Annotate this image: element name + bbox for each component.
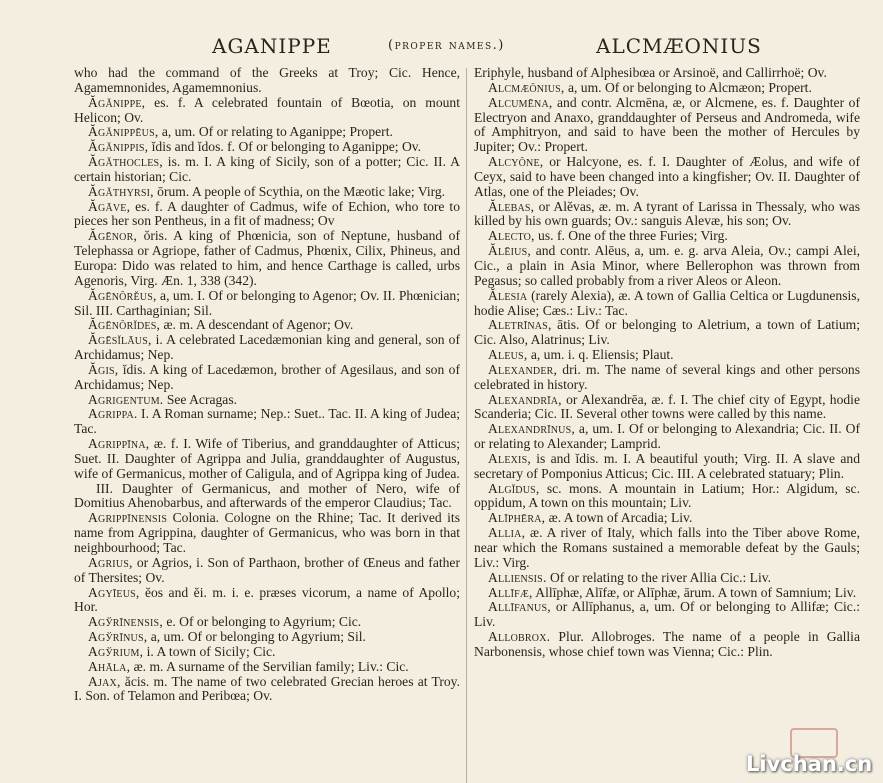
dictionary-entry [74, 96, 460, 126]
entry-headword: Alīphēra, [488, 510, 546, 526]
entry-headword: Alliensis. [488, 569, 547, 585]
entry-headword: Allia, [488, 525, 526, 541]
entry-headword: Ăgēsĭlāus, [88, 332, 152, 348]
dictionary-entry [74, 675, 460, 705]
entry-definition: who had the command of the Greeks at Troy; Cic. Hence, Agamemnonides, Agamemnonius. [74, 65, 460, 95]
entry-headword: Alexandrīnus, [488, 421, 575, 437]
dictionary-entry [74, 318, 460, 333]
dictionary-entry [74, 66, 460, 96]
entry-headword: Alexander, [488, 361, 558, 377]
entry-definition: or Alexandrēa, æ. f. I. The chief city of Egypt, hodie Scanderia; Cic. II. Several other towns were called by this name. [474, 391, 860, 422]
entry-definition: and contr. Alcmēna, æ, or Alcmene, es. f. Daughter of Electryon and Anaxo, granddaughter of Perseus and Andromeda, wife of Amphitryon, and said to have been the mother of Hercules by Jupiter; Ov.: Propert. [474, 94, 860, 155]
entry-definition: or Halcyone, es. f. I. Daughter of Æolus, and wife of Ceyx, said to have been changed into a kingfisher; Ov. II. Daughter of Atlas, one of the Pleiades; Ov. [474, 154, 860, 199]
entry-definition: æ. m. A descendant of Agenor; Ov. [160, 317, 354, 333]
dictionary-entry [474, 511, 860, 526]
entry-headword: Ajax, [88, 673, 121, 689]
entry-definition: is. m. I. A king of Sicily, son of a potter; Cic. II. A certain historian; Cic. [74, 154, 460, 184]
entry-definition: ăcis. m. The name of two celebrated Grecian heroes at Troy. I. Son. of Telamon and Peribœa; Ov. [74, 673, 460, 704]
entry-headword: Ăgēnor, [88, 228, 138, 244]
entry-headword: Agўrium, [88, 643, 144, 659]
entry-headword: Algĭdus, [488, 480, 540, 496]
dictionary-entry [474, 96, 860, 155]
entry-definition: Of or relating to the river Allia Cic.: Liv. [546, 569, 772, 585]
dictionary-entry [74, 229, 460, 288]
entry-headword: Agyīeus, [88, 584, 140, 600]
entry-headword: Alexandrīa, [488, 391, 562, 407]
dictionary-entry [74, 363, 460, 393]
left-column [74, 66, 460, 704]
entry-headword: Ahāla, [88, 658, 131, 674]
entry-definition: ĭdis. A king of Lacedæmon, brother of Agesilaus, and son of Archidamus; Nep. [74, 361, 460, 392]
entry-headword: Alexis, [488, 450, 531, 466]
dictionary-entry [474, 452, 860, 482]
dictionary-entry [474, 422, 860, 452]
dictionary-entry [74, 615, 460, 630]
entry-headword: Agrippa. [88, 406, 138, 422]
entry-headword: Ăgēnŏrĭdes, [88, 317, 161, 333]
dictionary-entry [474, 393, 860, 423]
entry-definition: a, um. Of or belonging to Alcmæon; Propert. [564, 79, 812, 95]
entry-definition: ĭdis and ĭdos. f. Of or belonging to Aganippe; Ov. [148, 139, 422, 155]
entry-headword: Ăgāve, [88, 198, 131, 214]
dictionary-entry [474, 229, 860, 244]
entry-definition: a, um. I. Of or belonging to Agenor; Ov. II. Phœnician; Sil. III. Carthaginian; Sil. [74, 287, 460, 318]
entry-definition: Colonia. Cologne on the Rhine; Tac. It derived its name from Agrippina, daughter of Germanicus, who was born in that neighbourhood; Tac. [74, 510, 460, 555]
entry-headword: Ăgănippis, [88, 139, 149, 155]
entry-definition: I. A Roman surname; Nep.: Suet.. Tac. II. A king of Judea; Tac. [74, 406, 460, 437]
entry-definition: æ. f. I. Wife of Tiberius, and granddaughter of Atticus; Suet. II. Daughter of Agrippa and Julia, granddaughter of Augustus, wife of Germanicus, mother of Caligula, and of Agrippa king of Judea. [74, 436, 460, 481]
entry-headword: Allobrox. [488, 629, 551, 645]
dictionary-entry [74, 393, 460, 408]
entry-definition: sc. mons. A mountain in Latium; Hor.: Algidum, sc. oppidum, A town on this mountain; Liv. [474, 480, 860, 511]
entry-definition: e. Of or belonging to Agyrium; Cic. [162, 614, 362, 630]
entry-definition: ŏris. A king of Phœnicia, son of Neptune, husband of Telephassa or Agriope, father of Cadmus, Phœnix, Cilix, Phineus, and Europa: Dido was related to him, and hence Carthage is called, urbs Agenoris, Virg. Æn. 1, 338 (342). [74, 228, 460, 288]
entry-definition: Allīphæ, Alīfæ, or Alīphæ, ārum. A town of Samnium; Liv. [532, 584, 857, 600]
dictionary-entry [74, 125, 460, 140]
entry-definition: i. A celebrated Lacedæmonian king and general, son of Archidamus; Nep. [74, 332, 460, 363]
dictionary-entry [474, 571, 860, 586]
dictionary-entry [74, 185, 460, 200]
entry-definition: a, um. Of or belonging to Agyrium; Sil. [147, 629, 366, 645]
entry-definition: us. f. One of the three Furies; Virg. [534, 228, 728, 244]
dictionary-entry [74, 289, 460, 319]
dictionary-entry [474, 586, 860, 601]
dictionary-entry [474, 81, 860, 96]
entry-definition: or Alĕvas, æ. m. A tyrant of Larissa in Thessaly, who was killed by his own guards; Ov.: sanguis Alevæ, his son; Ov. [474, 198, 860, 229]
entry-definition: æ. A town of Arcadia; Liv. [545, 510, 693, 526]
dictionary-entry [74, 645, 460, 660]
dictionary-entry [474, 482, 860, 512]
entry-definition: or Agrios, i. Son of Parthaon, brother of Œneus and father of Thersites; Ov. [74, 554, 460, 585]
dictionary-entry [474, 244, 860, 289]
header-last-entry: ALCMÆONIUS [596, 34, 762, 58]
entry-definition: æ. A river of Italy, which falls into the Tiber above Rome, near which the Romans sustained a memorable defeat by the Gauls; Liv.: Virg. [474, 525, 860, 570]
entry-headword: Ălebas, [488, 198, 535, 214]
entry-headword: Aletrīnas, [488, 317, 552, 333]
entry-definition: i. A town of Sicily; Cic. [143, 643, 276, 659]
entry-definition: ōrum. A people of Scythia, on the Mæotic lake; Virg. [153, 183, 446, 199]
entry-headword: Ăgēnŏrĕus, [88, 287, 157, 303]
entry-definition: æ. m. A surname of the Servilian family; Liv.: Cic. [130, 658, 409, 674]
entry-definition: See Acragas. [163, 391, 238, 407]
dictionary-entry [74, 155, 460, 185]
dictionary-entry [474, 318, 860, 348]
page-header [0, 34, 883, 64]
dictionary-entry [74, 511, 460, 556]
dictionary-entry [74, 200, 460, 230]
entry-definition: Eriphyle, husband of Alphesibœa or Arsinoë, and Callirrhoë; Ov. [474, 65, 827, 80]
dictionary-entry [74, 556, 460, 586]
entry-headword: Agўrīnus, [88, 629, 148, 645]
right-column [474, 66, 860, 660]
entry-definition: ĕos and ĕi. m. i. e. præses vicorum, a name of Apollo; Hor. [74, 584, 460, 615]
entry-headword: Alcumēna, [488, 94, 553, 110]
entry-definition: or Allīphanus, a, um. Of or belonging to Allifæ; Cic.: Liv. [474, 599, 860, 630]
entry-headword: Alcyŏne, [488, 154, 544, 170]
entry-headword: Alcmæŏnius, [488, 79, 565, 95]
dictionary-entry [474, 155, 860, 200]
dictionary-entry [474, 348, 860, 363]
entry-definition: es. f. A daughter of Cadmus, wife of Echion, who tore to pieces her son Pentheus, in a fit of madness; Ov [74, 198, 460, 229]
entry-definition: is and ĭdis. m. I. A beautiful youth; Virg. II. A slave and secretary of Pomponius Atticus; Cic. III. A celebrated statuary; Plin. [474, 450, 860, 481]
entry-headword: Agrius, [88, 554, 133, 570]
entry-headword: Ăgăthyrsi, [88, 183, 154, 199]
entry-definition: a, um. I. Of or belonging to Alexandria; Cic. II. Of or relating to Alexander; Lamprid. [474, 421, 860, 452]
entry-definition: ātis. Of or belonging to Aletrium, a town of Latium; Cic. Also, Alatrinus; Liv. [474, 317, 860, 348]
dictionary-entry [474, 363, 860, 393]
entry-headword: Agrippīnensis [88, 510, 168, 526]
entry-headword: Agrippīna, [88, 436, 150, 452]
entry-headword: Ăgănippe, [88, 94, 146, 110]
dictionary-entry [74, 660, 460, 675]
dictionary-entry [474, 289, 860, 319]
entry-headword: Aleus, [488, 347, 528, 363]
entry-headword: Ăgăthocles, [88, 154, 163, 170]
entry-definition: dri. m. The name of several kings and other persons celebrated in history. [474, 361, 860, 392]
entry-headword: Agўrīnensis, [88, 614, 163, 630]
watermark-text: Livchan.cn [746, 752, 873, 776]
entry-headword: Agrigentum. [88, 391, 164, 407]
dictionary-entry [74, 333, 460, 363]
entry-definition: Plur. Allobroges. The name of a people in Gallia Narbonensis, whose chief town was Vienna; Cic.: Plin. [474, 629, 860, 659]
dictionary-entry [474, 526, 860, 571]
entry-headword: Allīfanus, [488, 599, 551, 615]
dictionary-entry [74, 586, 460, 616]
dictionary-entry [474, 600, 860, 630]
entry-headword: Ăgis, [88, 361, 119, 377]
entry-definition: es. f. A celebrated fountain of Bœotia, on mount Helicon; Ov. [74, 94, 460, 125]
header-first-entry: AGANIPPE [212, 34, 332, 58]
dictionary-entry [474, 200, 860, 230]
dictionary-entry [74, 140, 460, 155]
dictionary-entry [74, 437, 460, 482]
entry-definition: III. Daughter of Germanicus, and mother of Nero, wife of Domitius Ahenobarbus, and afterwards of the emperor Claudius; Tac. [74, 480, 460, 511]
entry-headword: Alecto, [488, 228, 535, 244]
column-divider [466, 68, 467, 783]
entry-definition: and contr. Alēus, a, um. e. g. arva Aleia, Ov.; campi Alei, Cic., a plain in Asia Minor, where Bellerophon was thrown from Pegasus; so called probably from a river Aleos or Aleon. [474, 243, 860, 288]
entry-definition: a, um. Of or relating to Aganippe; Propert. [158, 124, 393, 140]
entry-headword: Ălēius, [488, 243, 531, 259]
entry-definition: a, um. i. q. Eliensis; Plaut. [527, 347, 674, 363]
dictionary-entry [74, 630, 460, 645]
header-section-title: (proper names.) [388, 38, 505, 53]
entry-definition: (rarely Alexia), æ. A town of Gallia Celtica or Lugdunensis, hodie Alise; Cæs.: Liv.: Tac. [474, 287, 860, 318]
dictionary-entry [474, 630, 860, 660]
entry-headword: Ăgănippēus, [88, 124, 159, 140]
entry-headword: Ălesia [488, 287, 528, 303]
dictionary-entry [474, 66, 860, 81]
entry-headword: Allīfæ, [488, 584, 533, 600]
dictionary-entry [74, 407, 460, 437]
dictionary-entry [74, 482, 460, 512]
